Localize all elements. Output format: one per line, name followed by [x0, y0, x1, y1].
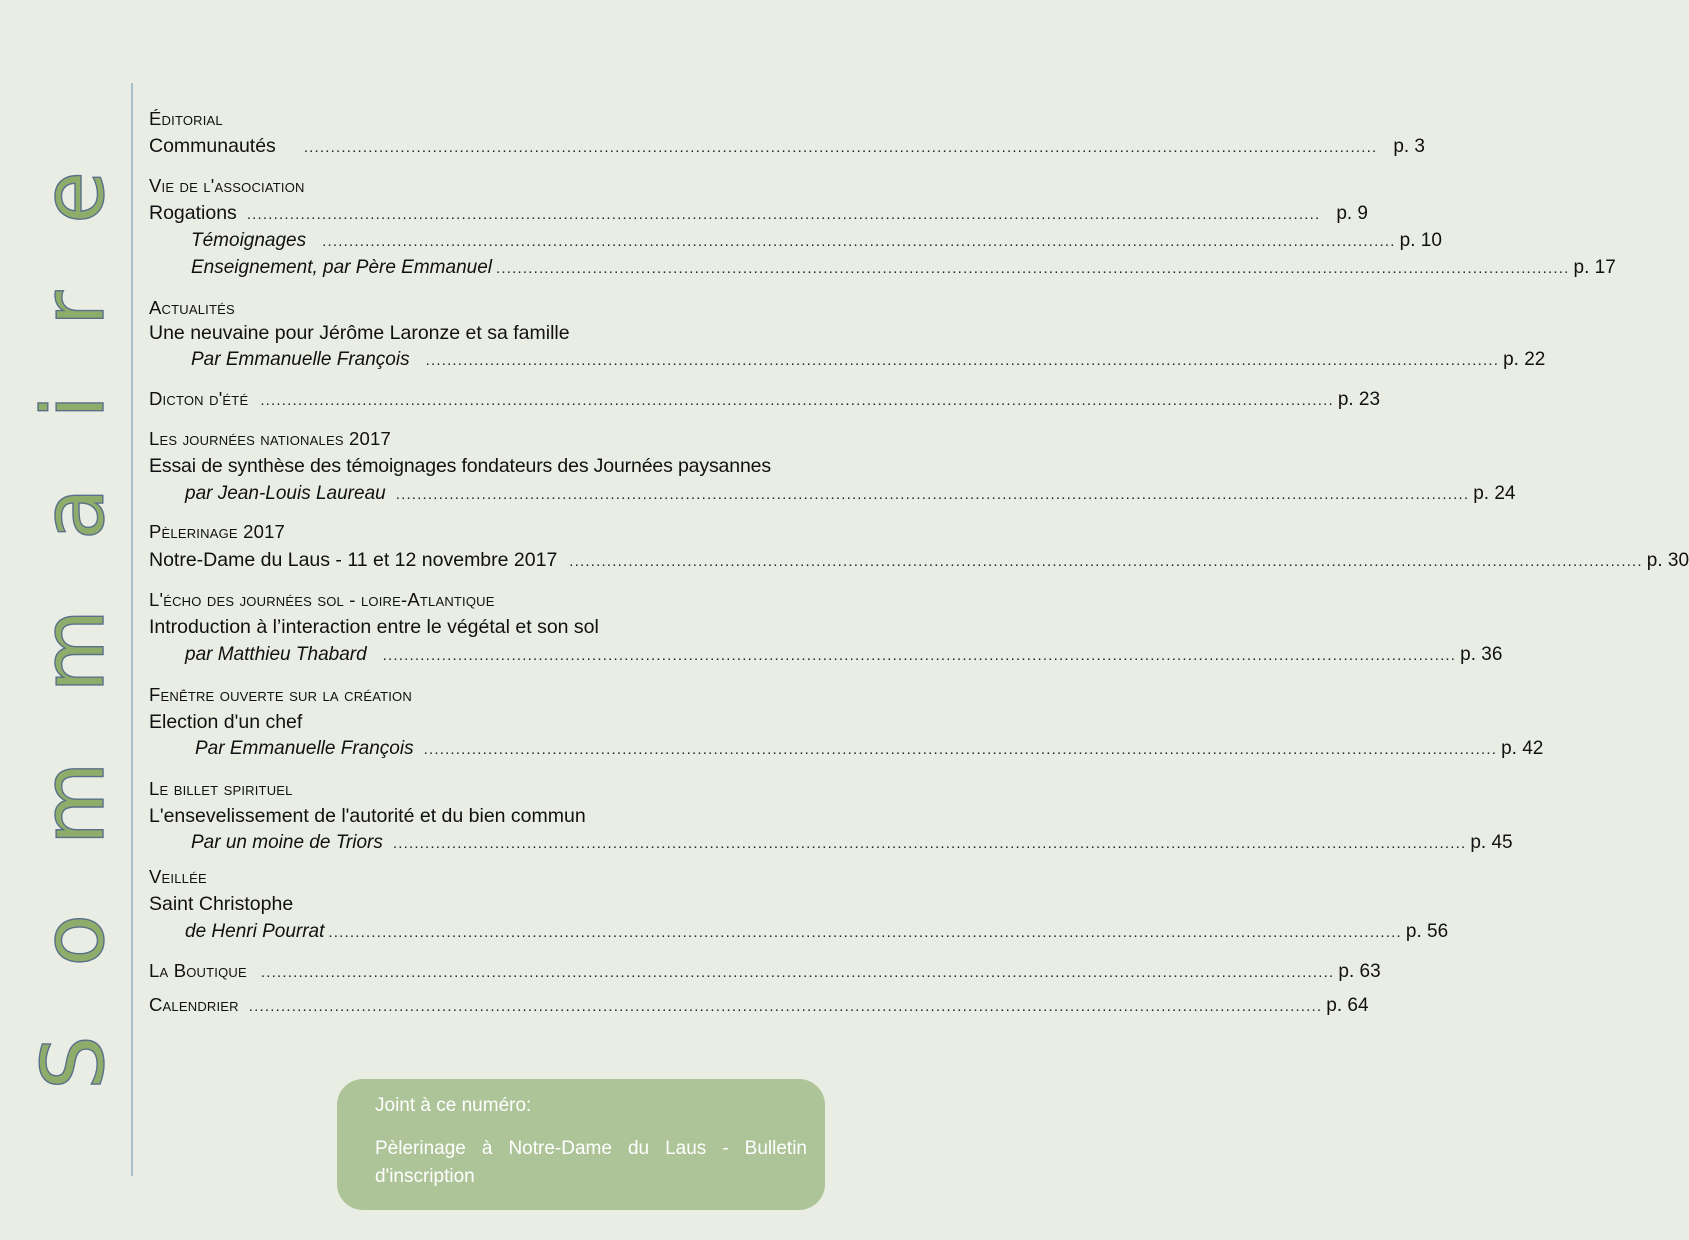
dot-leader: ........................................................................................................................................................................................................	[248, 998, 1323, 1015]
entry-title: Election d'un chef	[149, 711, 303, 733]
toc-entry-laus[interactable]	[149, 547, 1689, 573]
dot-leader: ........................................................................................................................................................................................................	[328, 924, 1402, 941]
dot-leader: ........................................................................................................................................................................................................	[260, 392, 1334, 409]
section-heading: Actualités	[149, 297, 235, 318]
section-heading: Veillée	[149, 866, 207, 887]
section-heading: Éditorial	[149, 108, 223, 129]
table-of-contents	[149, 0, 1689, 1060]
insert-notice-box	[337, 1079, 825, 1210]
section-heading: Fenêtre ouverte sur la création	[149, 684, 412, 705]
toc-entry-calendrier[interactable]	[149, 992, 1369, 1018]
dot-leader: ........................................................................................................................................................................................................	[423, 741, 1498, 758]
entry-title: Notre-Dame du Laus - 11 et 12 novembre 2017	[149, 549, 558, 571]
page-number: p. 63	[1338, 961, 1381, 982]
sommaire-vertical-title	[24, 140, 124, 1090]
page-number: p. 42	[1501, 738, 1544, 759]
section-heading: Pèlerinage 2017	[149, 521, 286, 542]
toc-entry-enseignement[interactable]	[149, 255, 1616, 281]
dot-leader: ........................................................................................................................................................................................................	[322, 233, 1396, 250]
toc-heading-billet	[149, 776, 789, 802]
section-heading: Vie de l'association	[149, 175, 305, 196]
page-number: p. 64	[1326, 995, 1369, 1016]
toc-entry-christophe-author[interactable]	[149, 919, 1449, 945]
toc-entry-neuvaine-author[interactable]	[149, 347, 1546, 373]
insert-title: Joint à ce numéro:	[375, 1095, 532, 1116]
section-heading: Dicton d'été	[149, 388, 249, 409]
dot-leader: ........................................................................................................................................................................................................	[303, 139, 1378, 156]
toc-entry-chef-author[interactable]	[149, 736, 1544, 762]
toc-heading-echo	[149, 587, 789, 613]
entry-author: par Matthieu Thabard	[185, 644, 367, 665]
toc-entry-christophe-title[interactable]	[149, 891, 789, 917]
page-number: p. 17	[1573, 257, 1616, 278]
page-number: p. 9	[1336, 203, 1369, 224]
toc-entry-synthese-author[interactable]	[149, 481, 1516, 507]
page-number: p. 24	[1473, 483, 1516, 504]
section-heading: Le billet spirituel	[149, 778, 293, 799]
toc-heading-pelerinage	[149, 519, 789, 545]
dot-leader: ........................................................................................................................................................................................................	[569, 553, 1643, 570]
toc-heading-journees	[149, 426, 789, 452]
sommaire-title-svg	[24, 140, 124, 1090]
toc-entry-ensevelissement-title[interactable]	[149, 803, 789, 829]
entry-title: Communautés	[149, 135, 276, 157]
dot-leader: ........................................................................................................................................................................................................	[425, 352, 1500, 369]
toc-entry-synthese-title[interactable]	[149, 453, 789, 479]
entry-author: Par Emmanuelle François	[195, 738, 414, 759]
entry-author: Par Emmanuelle François	[191, 349, 410, 370]
dot-leader: ........................................................................................................................................................................................................	[392, 835, 1467, 852]
page-number: p. 22	[1503, 349, 1546, 370]
dot-leader: ........................................................................................................................................................................................................	[496, 260, 1570, 277]
toc-heading-actualites	[149, 295, 789, 321]
toc-entry-boutique[interactable]	[149, 958, 1381, 984]
toc-entry-neuvaine-title[interactable]	[149, 320, 789, 346]
section-heading: Calendrier	[149, 994, 239, 1015]
page-number: p. 45	[1470, 832, 1513, 853]
entry-subtitle: Enseignement, par Père Emmanuel	[191, 257, 492, 278]
toc-heading-veillee	[149, 864, 789, 890]
page-number: p. 10	[1399, 230, 1442, 251]
entry-author: Par un moine de Triors	[191, 832, 383, 853]
vertical-divider	[131, 83, 133, 1176]
entry-title: Essai de synthèse des témoignages fondateurs des Journées paysannes	[149, 455, 771, 477]
insert-body: Pèlerinage à Notre-Dame du Laus - Bulletin d'inscription	[375, 1138, 807, 1187]
toc-heading-fenetre	[149, 682, 789, 708]
entry-title: L'ensevelissement de l'autorité et du bien commun	[149, 805, 586, 827]
entry-title: Introduction à l’interaction entre le végétal et son sol	[149, 616, 599, 638]
toc-heading-editorial	[149, 106, 789, 132]
page-number: p. 36	[1460, 644, 1503, 665]
entry-subtitle: Témoignages	[191, 230, 307, 251]
entry-title: Saint Christophe	[149, 893, 294, 915]
section-heading: Les journées nationales 2017	[149, 428, 391, 449]
dot-leader: ........................................................................................................................................................................................................	[395, 486, 1470, 503]
toc-entry-temoignages[interactable]	[149, 228, 1442, 254]
page-number: p. 30	[1646, 550, 1689, 571]
entry-title: Rogations	[149, 202, 237, 224]
dot-leader: ........................................................................................................................................................................................................	[382, 647, 1457, 664]
dot-leader: ........................................................................................................................................................................................................	[260, 964, 1335, 981]
dot-leader: ........................................................................................................................................................................................................	[246, 206, 1321, 223]
section-heading: L'écho des journées sol - loire-Atlantique	[149, 589, 495, 610]
entry-author: par Jean-Louis Laureau	[185, 483, 386, 504]
entry-title: Une neuvaine pour Jérôme Laronze et sa famille	[149, 322, 570, 344]
sommaire-title-text: Sommaire	[24, 145, 124, 1090]
toc-entry-dicton[interactable]	[149, 386, 1381, 412]
toc-entry-ensevelissement-author[interactable]	[149, 830, 1513, 856]
toc-entry-rogations[interactable]	[149, 200, 1369, 226]
toc-entry-communautes[interactable]	[149, 133, 1426, 159]
toc-entry-chef-title[interactable]	[149, 709, 789, 735]
toc-entry-interaction-author[interactable]	[149, 642, 1503, 668]
page-number: p. 3	[1393, 136, 1426, 157]
page-number: p. 56	[1405, 921, 1449, 942]
page-number: p. 23	[1337, 389, 1381, 410]
section-heading: La Boutique	[149, 960, 247, 981]
toc-heading-association	[149, 173, 789, 199]
toc-entry-interaction-title[interactable]	[149, 614, 789, 640]
entry-author: de Henri Pourrat	[185, 921, 325, 942]
